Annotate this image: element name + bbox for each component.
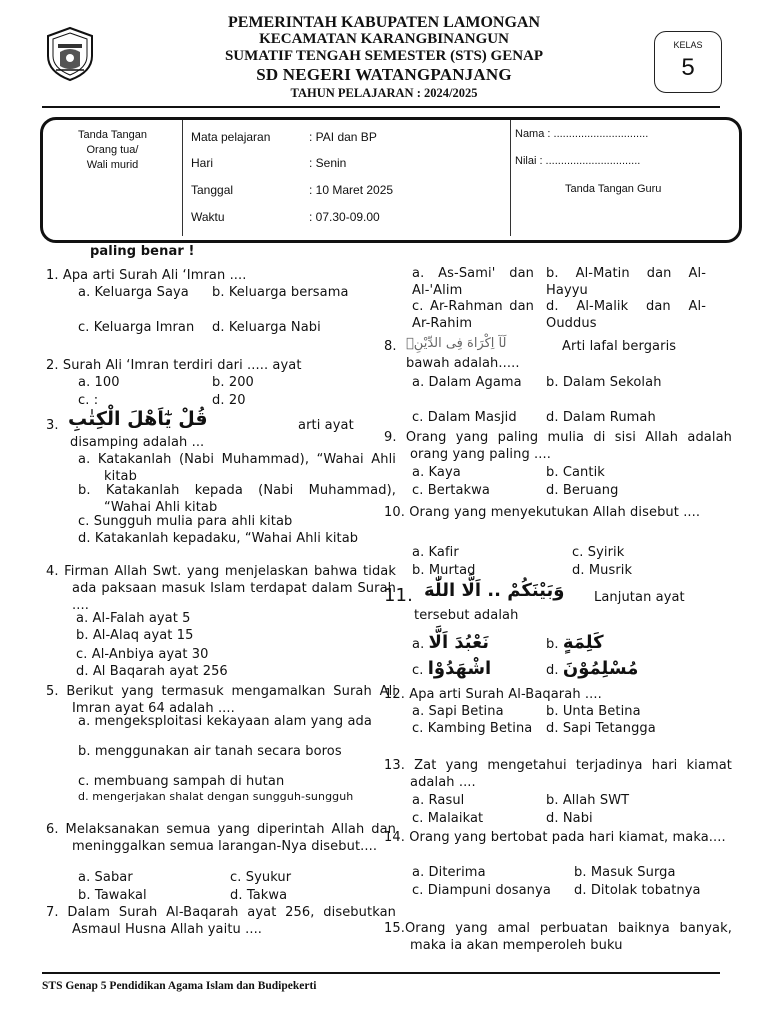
q11-option-c[interactable]	[412, 660, 491, 679]
document-header	[0, 14, 768, 102]
question-12: 12. Apa arti Surah Al-Baqarah ....	[384, 687, 602, 702]
question-3-text: arti ayat	[298, 418, 354, 433]
instruction: paling benar !	[90, 244, 195, 259]
q13-option-a[interactable]: a. Rasul	[412, 793, 465, 808]
exam-info-cell	[183, 120, 511, 236]
question-14: 14. Orang yang bertobat pada hari kiamat, maka....	[384, 830, 726, 845]
q4-option-d[interactable]: d. Al Baqarah ayat 256	[76, 664, 228, 679]
header-line-3: SUMATIF TENGAH SEMESTER (STS) GENAP	[224, 48, 544, 64]
info-value: : 07.30-09.00	[309, 210, 380, 224]
q9-option-c[interactable]: c. Bertakwa	[412, 483, 490, 498]
footer-divider	[42, 972, 720, 974]
question-3-arabic: قُلْ يٰٓاَهْلَ الْكِتٰبِ	[68, 408, 208, 430]
q3-option-a[interactable]: a. Katakanlah (Nabi Muhammad), “Wahai Ahli kitab	[78, 452, 396, 484]
question-10: 10. Orang yang menyekutukan Allah disebut ....	[384, 505, 701, 520]
q10-option-b[interactable]: b. Murtad	[412, 563, 476, 578]
parent-sig-line-3: Wali murid	[86, 159, 139, 171]
question-7: 7. Dalam Surah Al-Baqarah ayat 256, disebutkan Asmaul Husna Allah yaitu ....	[46, 905, 396, 937]
q9-option-b[interactable]: b. Cantik	[546, 465, 605, 480]
q2-option-a[interactable]: a. 100	[78, 375, 120, 390]
info-key: Hari	[191, 156, 214, 170]
q6-option-c[interactable]: c. Syukur	[230, 870, 292, 885]
kelas-label: KELAS	[673, 40, 703, 50]
q11-option-b-arabic: كَلِمَةٍ	[562, 632, 604, 653]
q11-option-d[interactable]	[546, 660, 638, 679]
question-8-text-2: bawah adalah.....	[406, 356, 520, 371]
footer-text: STS Genap 5 Pendidikan Agama Islam dan Budipekerti	[42, 980, 317, 992]
q6-option-d[interactable]: d. Takwa	[230, 888, 288, 903]
q5-option-b[interactable]: b. menggunakan air tanah secara boros	[78, 744, 342, 759]
nama-field[interactable]: Nama : ...............................	[515, 128, 649, 140]
q12-option-a[interactable]: a. Sapi Betina	[412, 704, 504, 719]
q7-option-d[interactable]: d. Al-Malik dan Al-Ouddus	[546, 299, 706, 331]
q8-option-a[interactable]: a. Dalam Agama	[412, 375, 522, 390]
q14-option-c[interactable]: c. Diampuni dosanya	[412, 883, 551, 898]
header-line-1: PEMERINTAH KABUPATEN LAMONGAN	[228, 14, 540, 31]
q1-option-d[interactable]: d. Keluarga Nabi	[212, 320, 321, 335]
q11-option-d-label: d.	[546, 663, 559, 678]
q11-option-b-label: b.	[546, 637, 559, 652]
question-13: 13. Zat yang mengetahui terjadinya hari kiamat adalah ....	[384, 758, 732, 790]
q1-option-b[interactable]: b. Keluarga bersama	[212, 285, 349, 300]
question-4: 4. Firman Allah Swt. yang menjelaskan bahwa tidak ada paksaan masuk Islam terdapat dalam Surah ....	[46, 564, 396, 613]
q2-option-b[interactable]: b. 200	[212, 375, 254, 390]
q10-option-c[interactable]: c. Syirik	[572, 545, 625, 560]
q13-option-d[interactable]: d. Nabi	[546, 811, 593, 826]
q2-option-d[interactable]: d. 20	[212, 393, 246, 408]
q11-option-a-arabic: نَعْبُدَ اَلَّا	[428, 632, 490, 653]
q4-option-a[interactable]: a. Al-Falah ayat 5	[76, 611, 191, 626]
q2-option-c[interactable]: c. :	[78, 393, 99, 408]
q12-option-d[interactable]: d. Sapi Tetangga	[546, 721, 656, 736]
q10-option-d[interactable]: d. Musrik	[572, 563, 633, 578]
q11-option-d-arabic: مُسْلِمُوْنَ	[562, 658, 639, 679]
q9-option-d[interactable]: d. Beruang	[546, 483, 619, 498]
student-info-cell	[511, 120, 736, 236]
identity-box	[40, 117, 742, 243]
info-key: Tanggal	[191, 183, 234, 197]
q12-option-b[interactable]: b. Unta Betina	[546, 704, 641, 719]
q7-option-c[interactable]: c. Ar-Rahman dan Ar-Rahim	[412, 299, 534, 331]
q13-option-c[interactable]: c. Malaikat	[412, 811, 484, 826]
question-8-arabic: لَآ اِكْرَاهَ فِى الدِّيْنِۗ	[406, 336, 507, 351]
parent-sig-line-2: Orang tua/	[86, 144, 139, 156]
q11-option-a-label: a.	[412, 637, 425, 652]
nilai-field[interactable]: Nilai : ...............................	[515, 155, 641, 167]
q14-option-d[interactable]: d. Ditolak tobatnya	[574, 883, 701, 898]
header-line-2: KECAMATAN KARANGBINANGUN	[259, 31, 509, 47]
q7-option-a[interactable]: a. As-Sami' dan Al-'Alim	[412, 266, 534, 298]
q8-option-c[interactable]: c. Dalam Masjid	[412, 410, 517, 425]
info-value: : 10 Maret 2025	[309, 183, 394, 197]
info-value: : PAI dan BP	[309, 130, 377, 144]
q5-option-c[interactable]: c. membuang sampah di hutan	[78, 774, 285, 789]
parent-signature-cell	[43, 120, 183, 236]
q4-option-c[interactable]: c. Al-Anbiya ayat 30	[76, 647, 209, 662]
q5-option-d[interactable]: d. mengerjakan shalat dengan sungguh-sungguh	[78, 790, 354, 803]
q14-option-b[interactable]: b. Masuk Surga	[574, 865, 676, 880]
q5-option-a[interactable]: a. mengeksploitasi kekayaan alam yang ada	[78, 714, 372, 729]
question-3-text-2: disamping adalah ...	[70, 435, 205, 450]
question-6: 6. Melaksanakan semua yang diperintah Allah dan meninggalkan semua larangan-Nya disebut....	[46, 822, 396, 854]
question-2: 2. Surah Ali ‘Imran terdiri dari ..... ayat	[46, 358, 302, 373]
question-11-text-1: Lanjutan ayat	[594, 590, 685, 605]
question-11-arabic: وَبَيْنَكُمْ .. اَلَّا اللّٰهَ	[424, 580, 565, 601]
q14-option-a[interactable]: a. Diterima	[412, 865, 486, 880]
kelas-value: 5	[681, 54, 695, 81]
teacher-signature-label: Tanda Tangan Guru	[565, 183, 662, 195]
question-3-number: 3.	[46, 418, 59, 433]
q3-option-b[interactable]: b. Katakanlah kepada (Nabi Muhammad), “Wahai Ahli kitab	[78, 483, 396, 515]
q10-option-a[interactable]: a. Kafir	[412, 545, 459, 560]
header-line-5: TAHUN PELAJARAN : 2024/2025	[290, 86, 478, 100]
question-9: 9. Orang yang paling mulia di sisi Allah adalah orang yang paling ....	[384, 430, 732, 462]
header-divider	[42, 106, 720, 108]
parent-sig-line-1: Tanda Tangan	[78, 129, 147, 141]
q11-option-a[interactable]	[412, 634, 489, 653]
question-15: 15.Orang yang amal perbuatan baiknya banyak, maka ia akan memperoleh buku	[384, 921, 732, 953]
q9-option-a[interactable]: a. Kaya	[412, 465, 461, 480]
q11-option-c-arabic: اشْهَدُوْا	[427, 658, 492, 679]
q4-option-b[interactable]: b. Al-Alaq ayat 15	[76, 628, 194, 643]
header-line-4: SD NEGERI WATANGPANJANG	[256, 65, 512, 84]
q6-option-b[interactable]: b. Tawakal	[78, 888, 147, 903]
q8-option-d[interactable]: d. Dalam Rumah	[546, 410, 656, 425]
question-11-number: 11.	[384, 585, 413, 606]
question-1: 1. Apa arti Surah Ali ‘Imran ....	[46, 268, 247, 283]
q6-option-a[interactable]: a. Sabar	[78, 870, 133, 885]
q1-option-a[interactable]: a. Keluarga Saya	[78, 285, 189, 300]
info-key: Mata pelajaran	[191, 130, 271, 144]
question-5: 5. Berikut yang termasuk mengamalkan Surah Ali Imran ayat 64 adalah ....	[46, 684, 396, 716]
kelas-box	[654, 31, 722, 93]
q13-option-b[interactable]: b. Allah SWT	[546, 793, 630, 808]
q3-option-c[interactable]: c. Sungguh mulia para ahli kitab	[78, 514, 293, 529]
q11-option-b[interactable]	[546, 634, 604, 653]
q3-option-d[interactable]: d. Katakanlah kepadaku, “Wahai Ahli kitab	[78, 531, 359, 546]
question-8-text-1: Arti lafal bergaris	[562, 339, 677, 354]
question-8-number: 8.	[384, 339, 397, 354]
q11-option-c-label: c.	[412, 663, 424, 678]
question-11-text-2: tersebut adalah	[414, 608, 519, 623]
info-key: Waktu	[191, 210, 225, 224]
info-value: : Senin	[309, 156, 347, 170]
q12-option-c[interactable]: c. Kambing Betina	[412, 721, 533, 736]
q1-option-c[interactable]: c. Keluarga Imran	[78, 320, 195, 335]
q8-option-b[interactable]: b. Dalam Sekolah	[546, 375, 662, 390]
q7-option-b[interactable]: b. Al-Matin dan Al-Hayyu	[546, 266, 706, 298]
